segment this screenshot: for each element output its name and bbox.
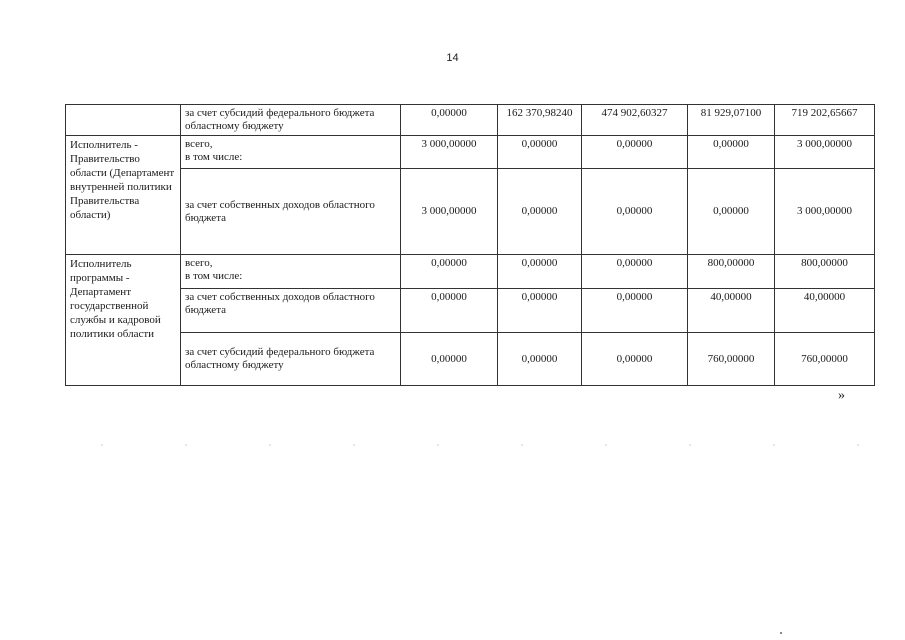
table-row bbox=[66, 136, 875, 169]
table-row bbox=[66, 105, 875, 136]
executor-cell: Исполнитель программы - Департамент государственной службы и кадровой политики области bbox=[66, 255, 181, 386]
table-row bbox=[66, 333, 875, 386]
closing-quote: » bbox=[838, 388, 845, 403]
value-cell: 474 902,60327 bbox=[582, 105, 688, 136]
budget-table bbox=[65, 104, 875, 386]
value-cell: 760,00000 bbox=[688, 333, 775, 386]
value-cell: 0,00000 bbox=[498, 333, 582, 386]
value-cell: 719 202,65667 bbox=[775, 105, 875, 136]
value-cell: 3 000,00000 bbox=[401, 136, 498, 169]
funding-source-cell: всего, в том числе: bbox=[181, 136, 401, 169]
scan-artifact-dots bbox=[60, 444, 890, 446]
value-cell: 0,00000 bbox=[582, 289, 688, 333]
value-cell: 162 370,98240 bbox=[498, 105, 582, 136]
value-cell: 3 000,00000 bbox=[775, 136, 875, 169]
value-cell: 0,00000 bbox=[582, 255, 688, 289]
value-cell: 81 929,07100 bbox=[688, 105, 775, 136]
funding-source-cell: за счет собственных доходов областного бюджета bbox=[181, 289, 401, 333]
value-cell: 0,00000 bbox=[688, 136, 775, 169]
value-cell: 0,00000 bbox=[401, 255, 498, 289]
value-cell: 0,00000 bbox=[688, 169, 775, 255]
value-cell: 760,00000 bbox=[775, 333, 875, 386]
value-cell: 40,00000 bbox=[775, 289, 875, 333]
executor-cell: Исполнитель - Правительство области (Департамент внутренней политики Правительства области) bbox=[66, 136, 181, 255]
value-cell: 40,00000 bbox=[688, 289, 775, 333]
page-number: 14 bbox=[446, 52, 459, 64]
value-cell: 3 000,00000 bbox=[775, 169, 875, 255]
value-cell: 3 000,00000 bbox=[401, 169, 498, 255]
value-cell: 0,00000 bbox=[401, 289, 498, 333]
table-row bbox=[66, 169, 875, 255]
funding-source-cell: всего, в том числе: bbox=[181, 255, 401, 289]
table-row bbox=[66, 289, 875, 333]
value-cell: 800,00000 bbox=[775, 255, 875, 289]
value-cell: 0,00000 bbox=[401, 333, 498, 386]
value-cell: 0,00000 bbox=[582, 169, 688, 255]
table-row bbox=[66, 255, 875, 289]
executor-cell-empty bbox=[66, 105, 181, 136]
value-cell: 0,00000 bbox=[582, 333, 688, 386]
value-cell: 0,00000 bbox=[582, 136, 688, 169]
value-cell: 0,00000 bbox=[498, 289, 582, 333]
scan-artifact-dot bbox=[780, 632, 782, 634]
value-cell: 0,00000 bbox=[401, 105, 498, 136]
funding-source-cell: за счет субсидий федерального бюджета областному бюджету bbox=[181, 333, 401, 386]
value-cell: 0,00000 bbox=[498, 255, 582, 289]
funding-source-cell: за счет субсидий федерального бюджета областному бюджету bbox=[181, 105, 401, 136]
value-cell: 0,00000 bbox=[498, 136, 582, 169]
value-cell: 0,00000 bbox=[498, 169, 582, 255]
funding-source-cell: за счет собственных доходов областного бюджета bbox=[181, 169, 401, 255]
value-cell: 800,00000 bbox=[688, 255, 775, 289]
